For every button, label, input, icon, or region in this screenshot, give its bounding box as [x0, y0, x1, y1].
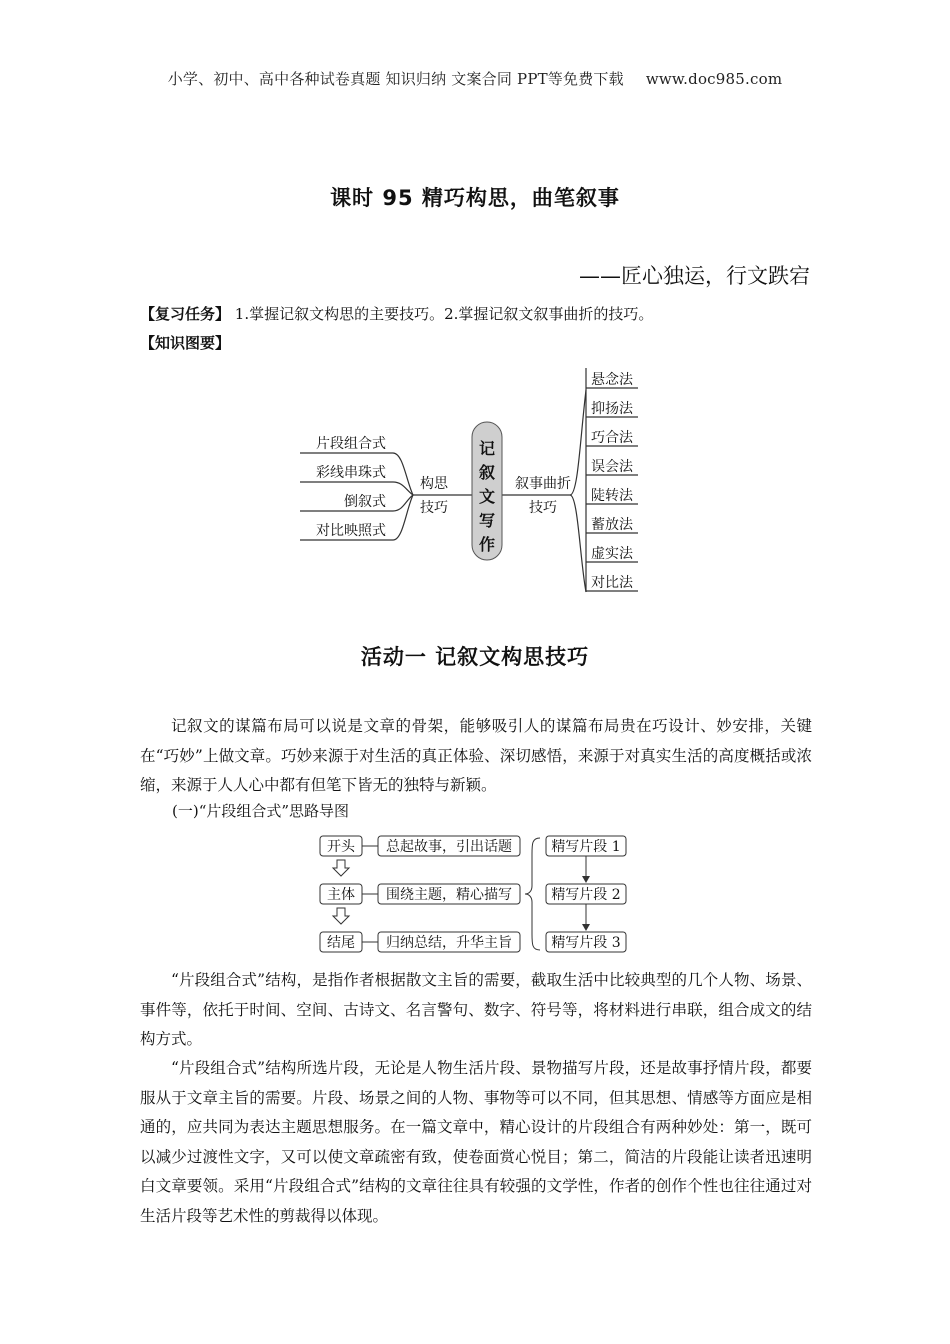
flow-desc: 总起故事，引出话题 — [386, 839, 512, 855]
header-text: 小学、初中、高中各种试卷真题 知识归纳 文案合同 PPT等免费下载 — [167, 70, 624, 88]
review-tasks — [140, 303, 653, 324]
right-item: 蓄放法 — [591, 517, 633, 533]
header-url[interactable]: www.doc985.com — [645, 70, 783, 88]
right-branch-label: 叙事曲折 — [515, 476, 571, 492]
flow-fragment: 精写片段 3 — [551, 935, 621, 951]
lesson-subtitle: ——匠心独运，行文跌宕 — [579, 264, 810, 288]
right-item: 巧合法 — [591, 430, 633, 446]
right-item: 悬念法 — [591, 372, 633, 388]
left-item: 彩线串珠式 — [316, 465, 386, 481]
left-branch-label: 技巧 — [420, 500, 448, 516]
flow-tag: 主体 — [327, 887, 355, 903]
left-branch-label: 构思 — [420, 476, 448, 492]
flow-heading: (一)“片段组合式”思路导图 — [172, 802, 350, 820]
activity-title: 活动一 记叙文构思技巧 — [360, 645, 590, 669]
center-char: 叙 — [478, 463, 496, 482]
flow-diagram — [318, 830, 634, 956]
center-char: 文 — [478, 487, 496, 506]
intro-paragraph: 记叙文的谋篇布局可以说是文章的骨架，能够吸引人的谋篇布局贵在巧设计、妙安排，关键在“巧妙”上做文章。巧妙来源于对生活的真正体验、深切感悟，来源于对真实生活的高度概括或浓缩，来源于人人心中都有但笔下皆无的独特与新颖。 — [140, 717, 812, 794]
flow-desc: 围绕主题，精心描写 — [386, 887, 512, 903]
hollow-arrow-down-icon — [333, 860, 349, 876]
knowledge-mindmap — [300, 360, 645, 600]
body-paragraph-1: “片段组合式”结构，是指作者根据散文主旨的需要，截取生活中比较典型的几个人物、场景、事件等，依托于时间、空间、古诗文、名言警句、数字、符号等，将材料进行串联，组合成文的结构方式。 — [140, 971, 812, 1048]
flow-tag: 开头 — [327, 839, 355, 855]
right-branch-label: 技巧 — [529, 500, 557, 516]
flow-fragment: 精写片段 1 — [551, 839, 621, 855]
left-item: 倒叙式 — [344, 494, 386, 510]
flow-tag: 结尾 — [327, 935, 355, 951]
knowledge-map-label: 【知识图要】 — [140, 334, 231, 352]
left-item: 片段组合式 — [316, 436, 386, 452]
left-item: 对比映照式 — [316, 523, 386, 539]
right-item: 虚实法 — [591, 546, 633, 562]
review-label: 【复习任务】 — [140, 305, 231, 323]
center-char: 记 — [478, 439, 496, 458]
arrow-down-icon — [582, 876, 590, 883]
right-item: 误会法 — [591, 459, 633, 475]
center-char: 作 — [478, 535, 496, 554]
arrow-down-icon — [582, 924, 590, 931]
right-item: 对比法 — [591, 575, 633, 591]
right-item: 陡转法 — [591, 488, 633, 504]
review-text: 1.掌握记叙文构思的主要技巧。2.掌握记叙文叙事曲折的技巧。 — [230, 305, 654, 323]
body-paragraph-2: “片段组合式”结构所选片段，无论是人物生活片段、景物描写片段，还是故事抒情片段，都要服从于文章主旨的需要。片段、场景之间的人物、事物等可以不同，但其思想、情感等方面应是相通的，应共同为表达主题思想服务。在一篇文章中，精心设计的片段组合有两种妙处：第一，既可以减少过渡性文字，又可以使文章疏密有致，使卷面赏心悦目；第二，简洁的片段能让读者迅速明白文章要领。采用“片段组合式”结构的文章往往具有较强的文学性，作者的创作个性也往往通过对生活片段等艺术性的剪裁得以体现。 — [140, 1059, 812, 1225]
lesson-title: 课时 95 精巧构思，曲笔叙事 — [330, 186, 620, 210]
hollow-arrow-down-icon — [333, 908, 349, 924]
center-char: 写 — [478, 511, 496, 530]
flow-desc: 归纳总结，升华主旨 — [386, 935, 512, 951]
right-item: 抑扬法 — [591, 401, 633, 417]
site-header — [0, 68, 950, 89]
flow-fragment: 精写片段 2 — [551, 887, 621, 903]
